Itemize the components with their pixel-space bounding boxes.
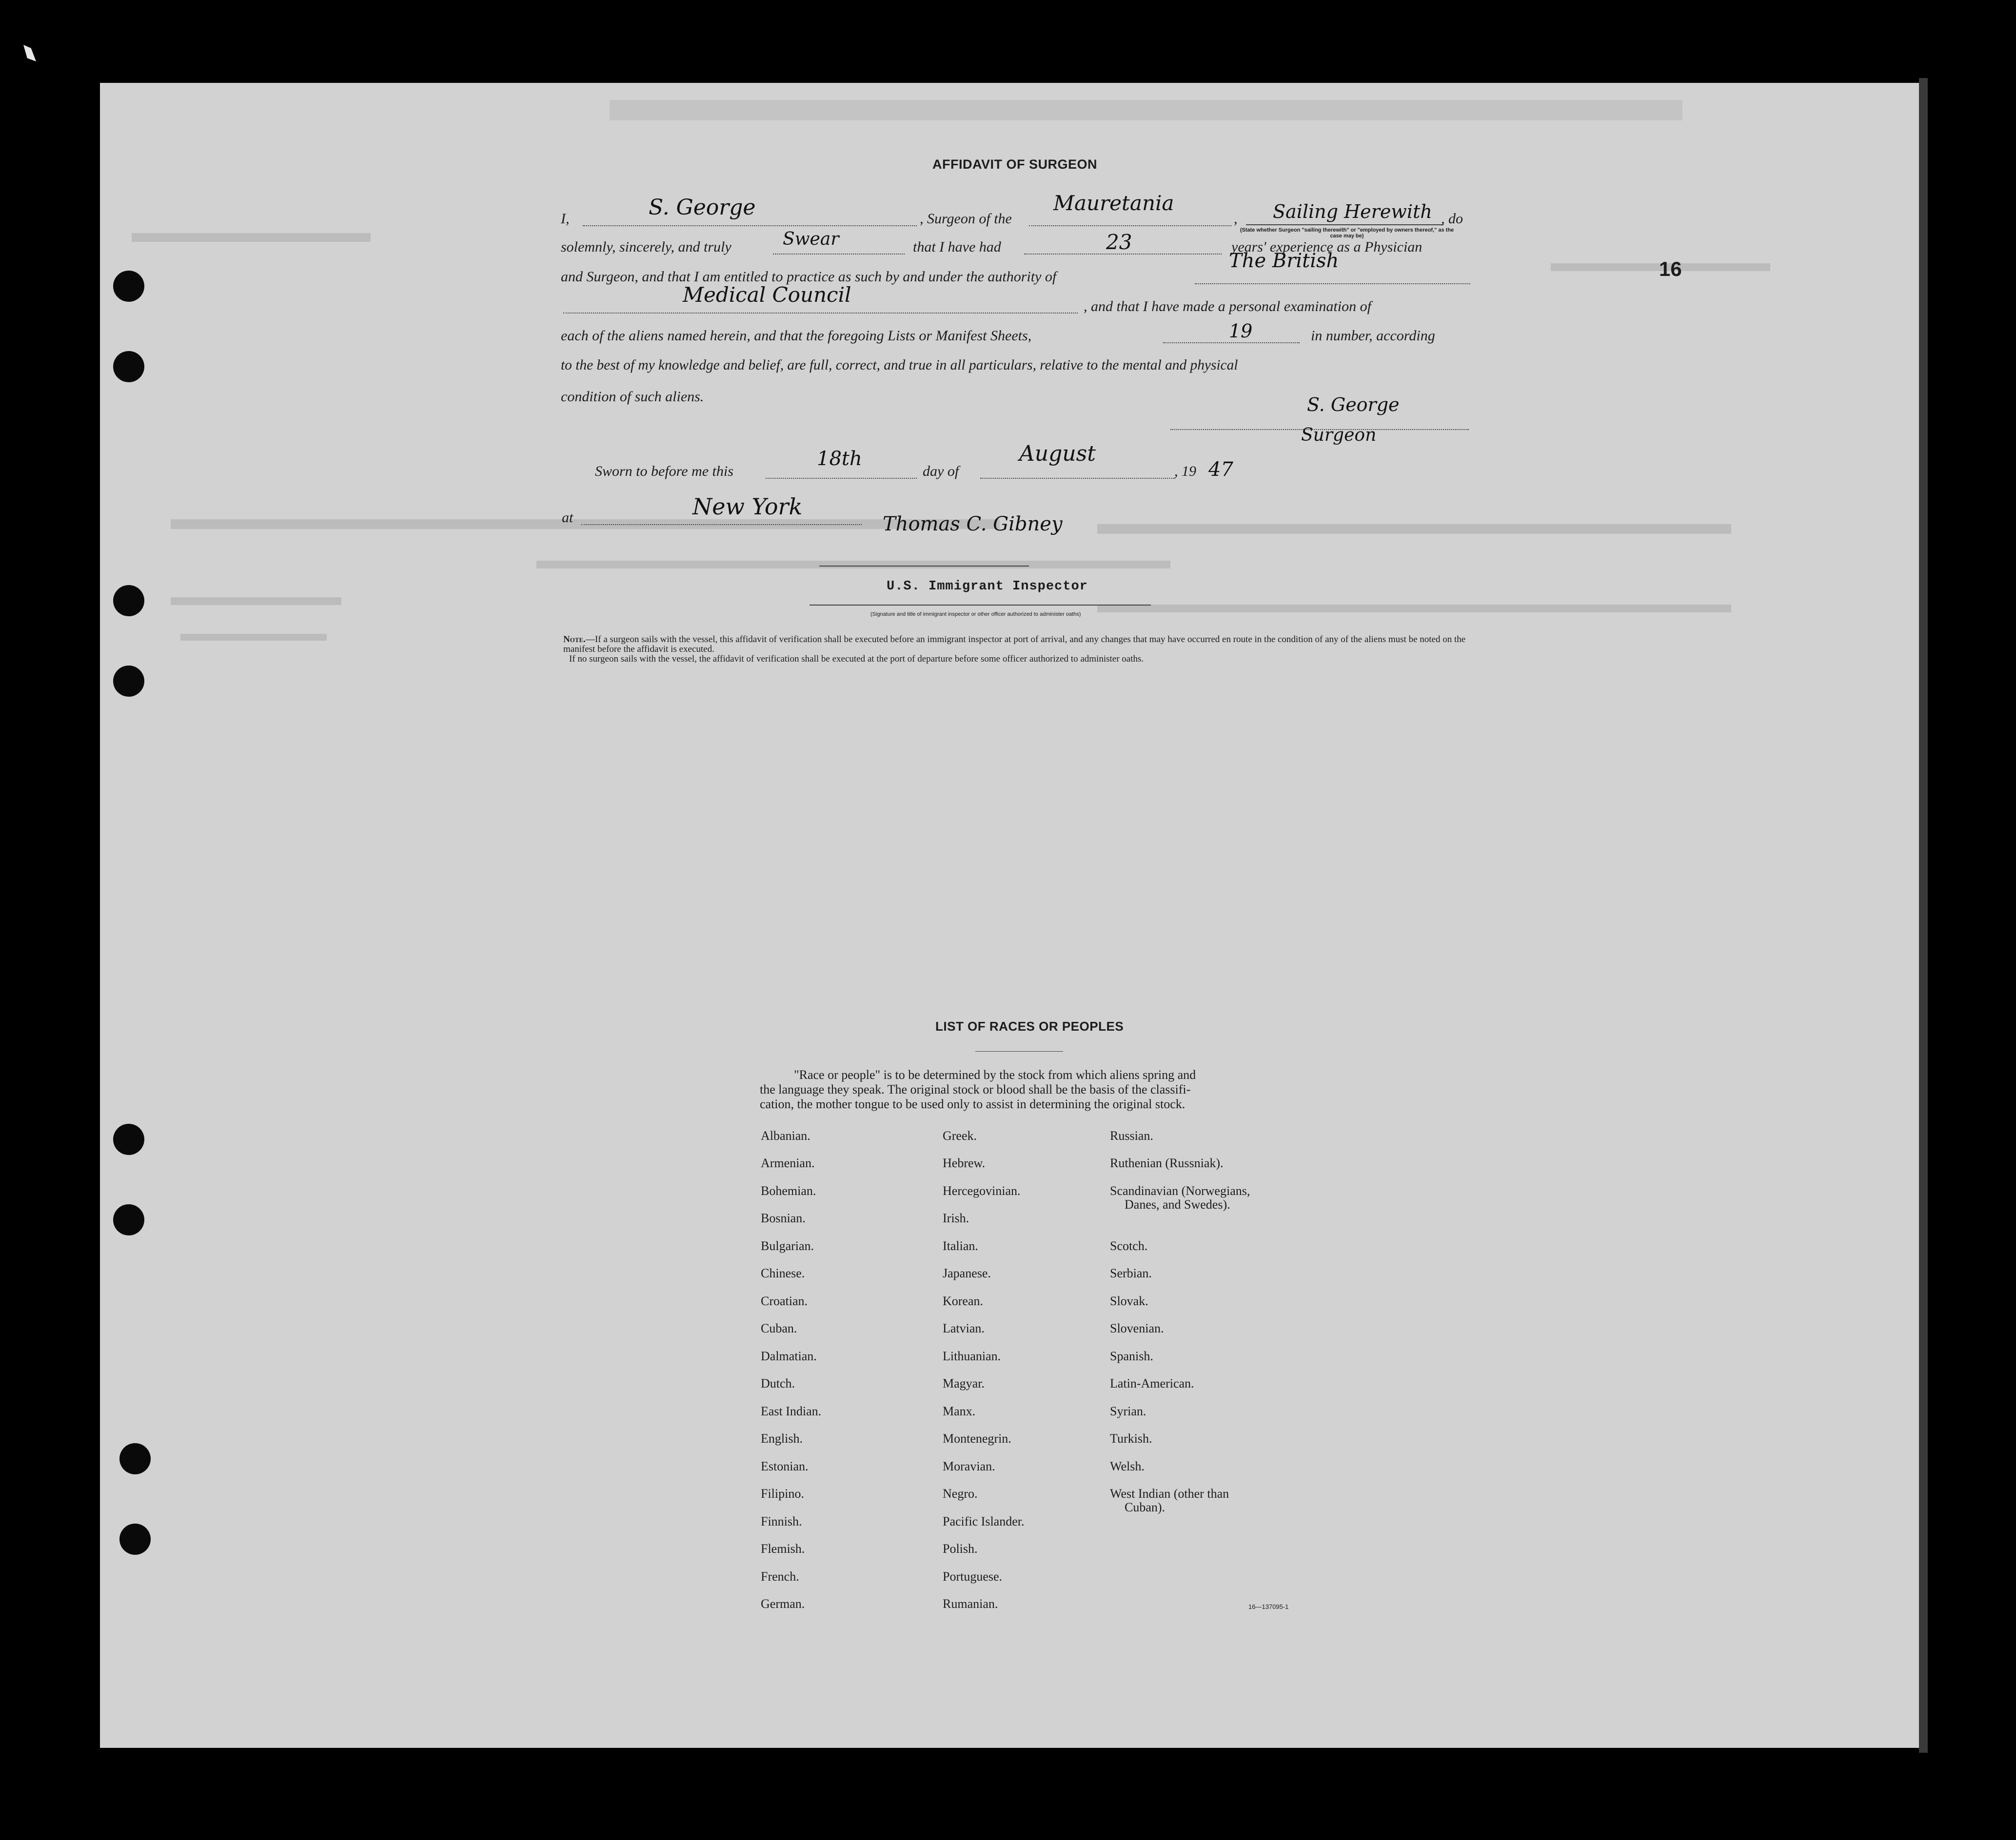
- race-item: Greek.: [943, 1129, 977, 1143]
- state-whether-caption: (State whether Surgeon "sailing therewith" or "employed by owners thereof," as the case may be): [1240, 227, 1454, 239]
- note-text-2: If no surgeon sails with the vessel, the affidavit of verification shall be executed at the port of departure before some officer authorized to administer oaths.: [569, 654, 1144, 664]
- field-line: [583, 225, 917, 226]
- field-line: [1246, 224, 1443, 225]
- race-item: Pacific Islander.: [943, 1514, 1025, 1528]
- race-item: Lithuanian.: [943, 1349, 1001, 1363]
- field-line: [1195, 283, 1470, 284]
- text-i: I,: [561, 211, 570, 227]
- race-item: Albanian.: [761, 1129, 810, 1143]
- races-title-rule: [975, 1051, 1063, 1052]
- race-item: Danes, and Swedes).: [1125, 1197, 1230, 1212]
- race-item: Montenegrin.: [943, 1431, 1011, 1446]
- sworn-place: New York: [692, 493, 803, 520]
- race-item: Manx.: [943, 1404, 976, 1418]
- text-solemnly: solemnly, sincerely, and truly: [561, 239, 731, 255]
- race-item: German.: [761, 1597, 805, 1611]
- bleed-through: [132, 233, 371, 242]
- text-surgeon-of-the: , Surgeon of the: [920, 211, 1012, 227]
- binder-hole: [119, 1443, 151, 1474]
- race-item: Cuban).: [1125, 1500, 1166, 1514]
- binder-hole: [113, 666, 144, 697]
- race-item: Negro.: [943, 1487, 978, 1501]
- page-edge-shadow: [1919, 78, 1928, 1753]
- scan-marker: [23, 45, 36, 61]
- race-item: Finnish.: [761, 1514, 802, 1528]
- text-year-prefix: , 19: [1174, 463, 1196, 479]
- oath-word: Swear: [783, 229, 839, 249]
- race-item: Scandinavian (Norwegians,: [1110, 1184, 1250, 1198]
- text-sworn: Sworn to before me this: [595, 463, 733, 479]
- race-item: East Indian.: [761, 1404, 822, 1418]
- comma: ,: [1234, 211, 1238, 227]
- race-item: Bosnian.: [761, 1211, 806, 1225]
- field-line: [1029, 225, 1231, 226]
- field-line: [581, 524, 862, 525]
- race-item: English.: [761, 1431, 803, 1446]
- race-item: Japanese.: [943, 1266, 991, 1280]
- affidavit-note: [563, 635, 1475, 664]
- text-and-that-i-have-made: , and that I have made a personal examination of: [1084, 298, 1371, 314]
- signature-caption: (Signature and title of immigrant inspector or other officer authorized to administer oaths): [870, 611, 1081, 617]
- race-item: West Indian (other than: [1110, 1487, 1229, 1501]
- text-in-number: in number, according: [1311, 328, 1435, 344]
- bleed-through: [180, 634, 327, 641]
- inspector-signature: Thomas C. Gibney: [883, 513, 1063, 535]
- binder-hole: [113, 271, 144, 302]
- page-number: 16: [1659, 257, 1682, 280]
- race-item: Scotch.: [1110, 1239, 1148, 1253]
- bleed-through: [171, 597, 341, 605]
- affidavit-title: AFFIDAVIT OF SURGEON: [932, 157, 1097, 172]
- race-item: Filipino.: [761, 1487, 804, 1501]
- sworn-year: 47: [1208, 458, 1233, 481]
- race-item: Estonian.: [761, 1459, 809, 1473]
- text-day-of: day of: [923, 463, 959, 479]
- race-item: Hebrew.: [943, 1156, 986, 1170]
- race-item: Hercegovinian.: [943, 1184, 1021, 1198]
- race-item: Serbian.: [1110, 1266, 1152, 1280]
- race-item: Bohemian.: [761, 1184, 816, 1198]
- field-line: [980, 478, 1175, 479]
- race-item: Spanish.: [1110, 1349, 1153, 1363]
- race-item: Cuban.: [761, 1321, 797, 1335]
- race-item: Russian.: [1110, 1129, 1153, 1143]
- years-experience: 23: [1106, 230, 1132, 254]
- bleed-through: [1097, 605, 1731, 612]
- race-item: Irish.: [943, 1211, 969, 1225]
- note-label: Note.: [563, 634, 586, 645]
- inspector-title: U.S. Immigrant Inspector: [887, 579, 1088, 594]
- text-to-the-best: to the best of my knowledge and belief, are full, correct, and true in all particulars, relative to the mental and physical: [561, 357, 1238, 373]
- binder-hole: [113, 1204, 144, 1235]
- sworn-month: August: [1019, 441, 1096, 466]
- bleed-through: [536, 561, 1170, 568]
- races-title: LIST OF RACES OR PEOPLES: [935, 1019, 1124, 1034]
- race-item: Welsh.: [1110, 1459, 1145, 1473]
- inspector-title-line: [810, 605, 1151, 606]
- race-item: Rumanian.: [943, 1597, 998, 1611]
- surgeon-signature: S. George: [1307, 394, 1400, 415]
- text-that-i-have-had: that I have had: [913, 239, 1001, 255]
- race-item: Italian.: [943, 1239, 978, 1253]
- note-text-1: —If a surgeon sails with the vessel, this affidavit of verification shall be executed before an immigrant inspector at port of arrival, and any changes that may have occurred en route in the condition of any of the aliens must be noted on the manifest before the affidavit is executed.: [563, 634, 1466, 654]
- race-item: Ruthenian (Russniak).: [1110, 1156, 1224, 1170]
- authority-line-1: The British: [1229, 250, 1339, 272]
- race-item: Croatian.: [761, 1294, 808, 1308]
- binder-hole: [113, 585, 144, 616]
- text-each-of-the-aliens: each of the aliens named herein, and that the foregoing Lists or Manifest Sheets,: [561, 328, 1032, 344]
- races-intro-line-3: cation, the mother tongue to be used only to assist in determining the original stock.: [760, 1097, 1186, 1111]
- race-item: Slovenian.: [1110, 1321, 1164, 1335]
- binder-hole: [119, 1524, 151, 1555]
- race-item: Korean.: [943, 1294, 984, 1308]
- ship-name: Mauretania: [1053, 191, 1174, 215]
- race-item: Dalmatian.: [761, 1349, 817, 1363]
- binder-hole: [113, 351, 144, 382]
- text-and-surgeon: and Surgeon, and that I am entitled to practice as such by and under the authority of: [561, 269, 1057, 285]
- race-item: Latin-American.: [1110, 1376, 1194, 1390]
- sworn-day: 18th: [817, 448, 862, 470]
- race-item: Chinese.: [761, 1266, 805, 1280]
- race-item: Latvian.: [943, 1321, 985, 1335]
- field-line: [1163, 342, 1300, 343]
- race-item: Flemish.: [761, 1542, 805, 1556]
- bleed-through: [610, 100, 1682, 120]
- surgeon-signature-title: Surgeon: [1301, 425, 1377, 445]
- field-line: [766, 478, 917, 479]
- race-item: Portuguese.: [943, 1569, 1003, 1584]
- text-years-experience: years' experience as a Physician: [1231, 239, 1423, 255]
- race-item: Bulgarian.: [761, 1239, 814, 1253]
- race-item: Slovak.: [1110, 1294, 1148, 1308]
- race-item: Moravian.: [943, 1459, 995, 1473]
- race-item: Syrian.: [1110, 1404, 1146, 1418]
- race-item: French.: [761, 1569, 799, 1584]
- text-at: at: [562, 509, 573, 526]
- surgeon-name: S. George: [649, 195, 756, 220]
- binder-hole: [113, 1124, 144, 1155]
- inspector-line: [819, 566, 1029, 567]
- races-intro: [760, 1068, 1196, 1112]
- bleed-through: [1097, 524, 1731, 534]
- race-item: Magyar.: [943, 1376, 985, 1390]
- races-intro-line-2: the language they speak. The original stock or blood shall be the basis of the classifi-: [760, 1082, 1191, 1096]
- text-condition: condition of such aliens.: [561, 389, 704, 405]
- race-item: Armenian.: [761, 1156, 815, 1170]
- form-number: 16—137095-1: [1248, 1603, 1289, 1610]
- race-item: Polish.: [943, 1542, 978, 1556]
- sheets-count: 19: [1229, 320, 1253, 342]
- sailing-herewith: Sailing Herewith: [1273, 201, 1432, 222]
- race-item: Dutch.: [761, 1376, 795, 1390]
- text-do: , do: [1441, 211, 1463, 227]
- races-intro-line-1: "Race or people" is to be determined by the stock from which aliens spring and: [794, 1068, 1196, 1082]
- race-item: Turkish.: [1110, 1431, 1152, 1446]
- authority-line-2: Medical Council: [683, 283, 851, 307]
